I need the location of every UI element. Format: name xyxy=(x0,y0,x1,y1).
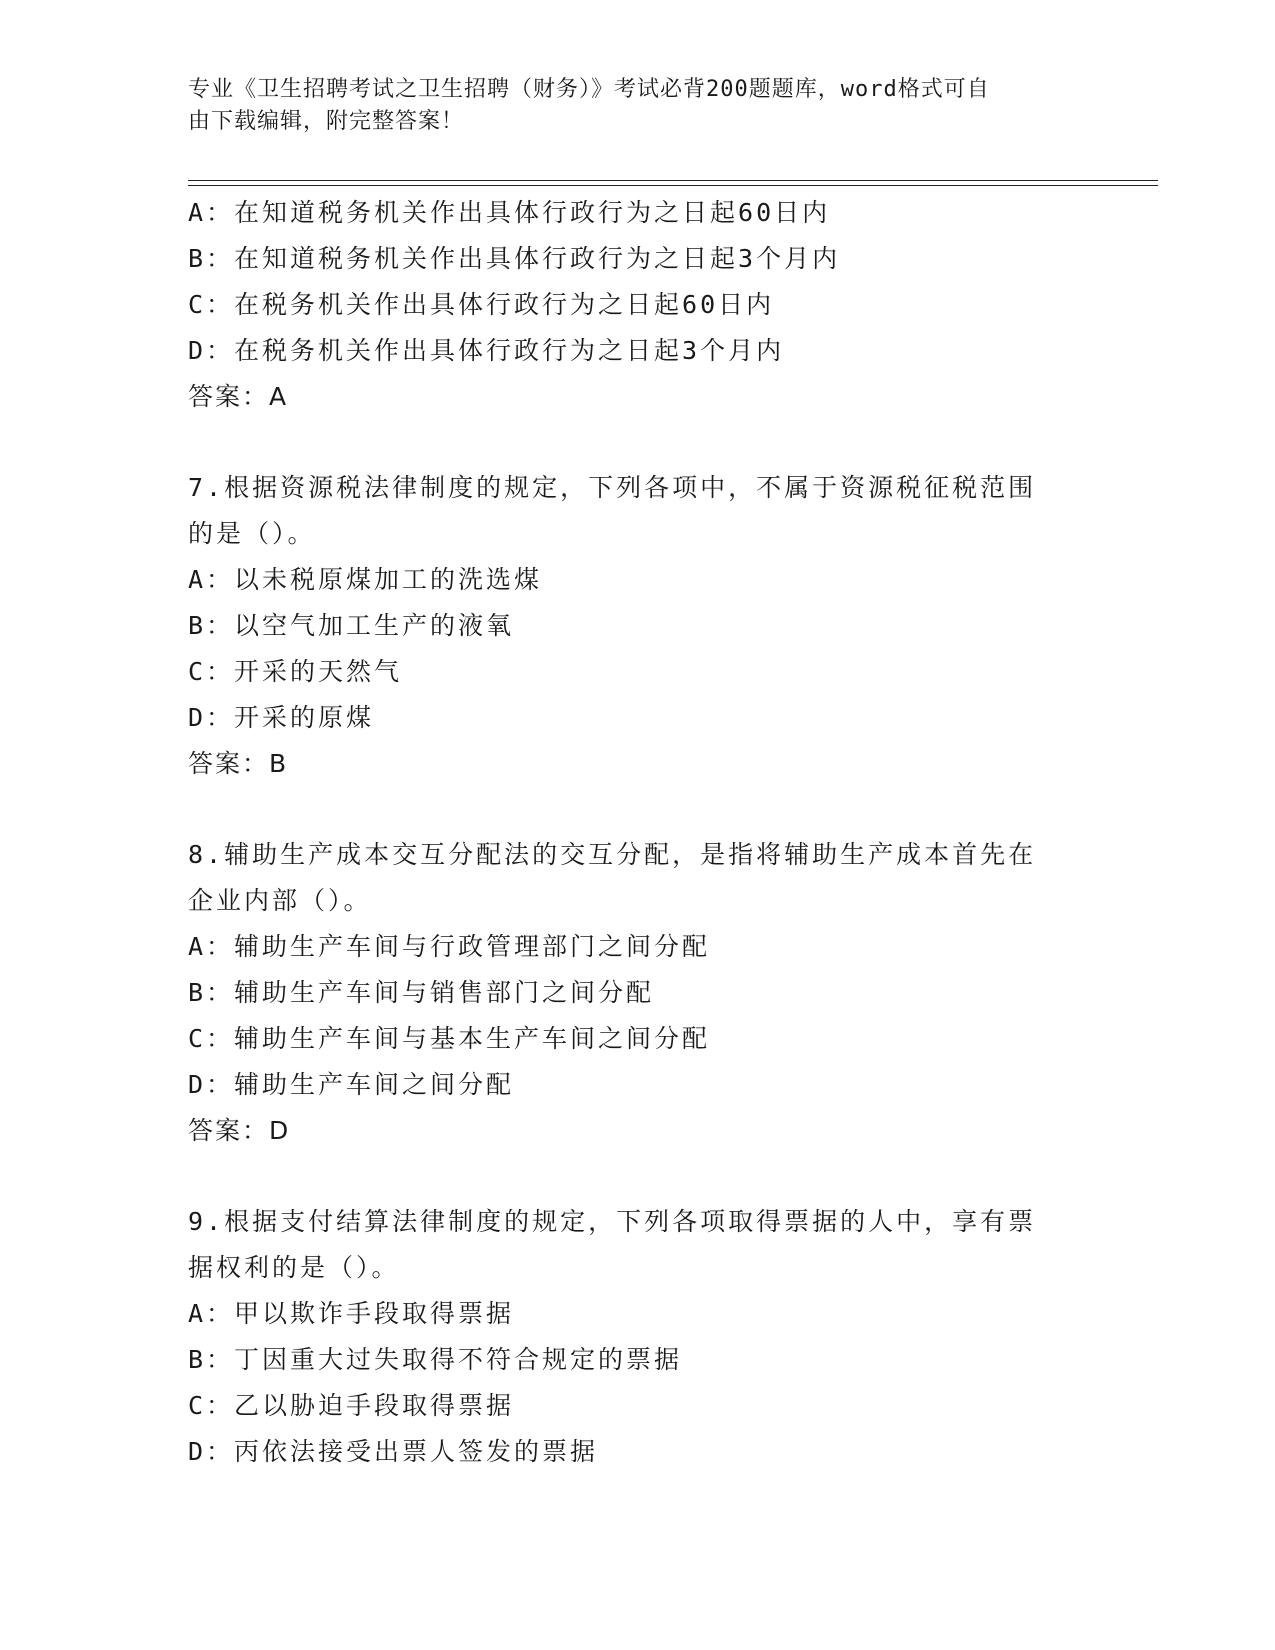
option-a: A：在知道税务机关作出具体行政行为之日起60日内 xyxy=(188,198,831,227)
header-divider-bottom xyxy=(188,185,1158,186)
question-stem: 7.根据资源税法律制度的规定，下列各项中，不属于资源税征税范围 xyxy=(188,473,1037,502)
option-d: D：辅助生产车间之间分配 xyxy=(188,1070,515,1099)
option-c: C：开采的天然气 xyxy=(188,657,403,686)
option-a: A：辅助生产车间与行政管理部门之间分配 xyxy=(188,932,711,961)
question-stem-cont: 的是（）。 xyxy=(188,519,316,548)
question-stem-cont: 据权利的是（）。 xyxy=(188,1253,400,1282)
question-6-block xyxy=(188,190,1088,420)
answer-line: 答案：B xyxy=(188,749,289,778)
question-stem: 8.辅助生产成本交互分配法的交互分配，是指将辅助生产成本首先在 xyxy=(188,840,1037,869)
question-9-block xyxy=(188,1199,1088,1475)
question-stem-cont: 企业内部（）。 xyxy=(188,886,372,915)
option-d: D：开采的原煤 xyxy=(188,703,375,732)
option-b: B：辅助生产车间与销售部门之间分配 xyxy=(188,978,655,1007)
question-8-block xyxy=(188,832,1088,1154)
option-b: B：以空气加工生产的液氧 xyxy=(188,611,515,640)
question-7-block xyxy=(188,465,1088,787)
option-c: C：辅助生产车间与基本生产车间之间分配 xyxy=(188,1024,711,1053)
option-d: D：在税务机关作出具体行政行为之日起3个月内 xyxy=(188,336,785,365)
answer-line: 答案：D xyxy=(188,1116,291,1145)
spacer xyxy=(188,1154,1088,1199)
option-c: C：在税务机关作出具体行政行为之日起60日内 xyxy=(188,290,775,319)
spacer xyxy=(188,420,1088,465)
header-line-1: 专业《卫生招聘考试之卫生招聘（财务）》考试必背200题题库，word格式可自 xyxy=(188,77,990,102)
option-b: B：在知道税务机关作出具体行政行为之日起3个月内 xyxy=(188,244,841,273)
document-header xyxy=(188,74,1068,138)
header-divider-top xyxy=(188,180,1158,181)
option-a: A：甲以欺诈手段取得票据 xyxy=(188,1299,515,1328)
option-a: A：以未税原煤加工的洗选煤 xyxy=(188,565,543,594)
option-c: C：乙以胁迫手段取得票据 xyxy=(188,1391,515,1420)
question-list xyxy=(188,190,1088,1475)
spacer xyxy=(188,787,1088,832)
answer-line: 答案：A xyxy=(188,382,289,411)
header-line-2: 由下载编辑，附完整答案！ xyxy=(188,109,465,134)
option-d: D：丙依法接受出票人签发的票据 xyxy=(188,1437,599,1466)
option-b: B：丁因重大过失取得不符合规定的票据 xyxy=(188,1345,683,1374)
question-stem: 9.根据支付结算法律制度的规定，下列各项取得票据的人中，享有票 xyxy=(188,1207,1037,1236)
